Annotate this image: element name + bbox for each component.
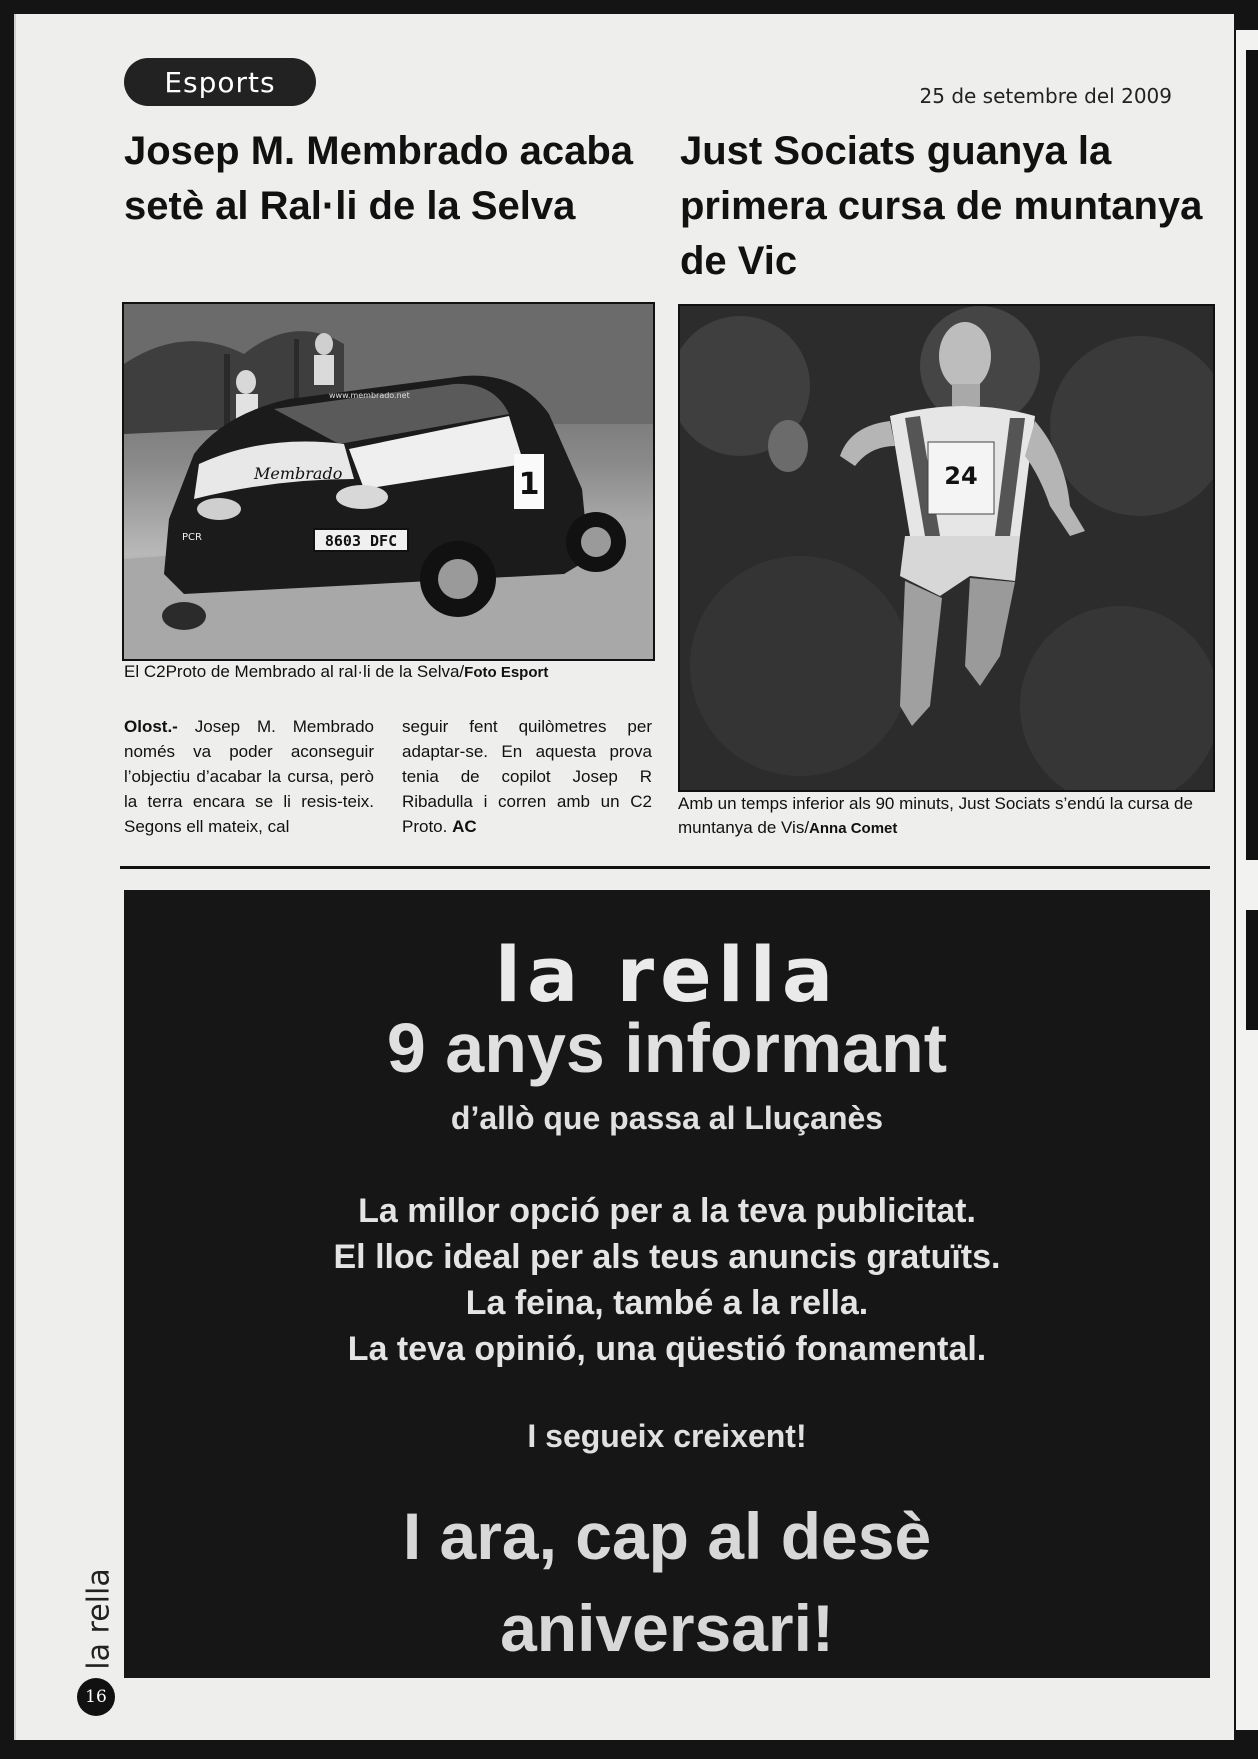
- article2-caption-text: Amb un temps inferior als 90 minuts, Just Sociats s’endú la cursa de muntanya de Vis/: [678, 794, 1193, 837]
- article1-column-2: [402, 714, 652, 839]
- article2-caption-credit: Anna Comet: [809, 820, 898, 837]
- ad-subheadline: d’allò que passa al Lluçanès: [450, 1100, 884, 1136]
- ad-closing-line-2: aniversari!: [500, 1591, 834, 1665]
- ad-growing: I segueix creixent!: [527, 1418, 807, 1454]
- runner-bib-number: 24: [944, 462, 978, 490]
- ad-closing: [124, 1490, 1210, 1674]
- car-domain-text: www.membrado.net: [329, 391, 410, 400]
- ad-logo: la rella: [494, 930, 840, 1019]
- article2-headline: Just Sociats guanya la primera cursa de muntanya de Vic: [680, 129, 1203, 283]
- section-badge: Esports: [124, 58, 316, 106]
- article2-caption: [678, 792, 1213, 841]
- runner-photo: [678, 304, 1215, 792]
- publication-name: la rella: [81, 1568, 117, 1670]
- ad-headline: 9 anys informant: [386, 1009, 948, 1087]
- article1-caption-credit: Foto Esport: [464, 664, 549, 681]
- article1-body-col2: seguir fent quilòmetres per adaptar-se. En aquesta prova tenia de copilot Josep R Ribadulla i corren amb un C2 Proto.: [402, 717, 652, 836]
- car-number: 1: [518, 467, 540, 502]
- rally-car-illustration: [124, 304, 653, 659]
- article1-headline: Josep M. Membrado acaba setè al Ral·li de la Selva: [124, 129, 634, 228]
- ad-benefit: La teva opinió, una qüestió fonamental.: [347, 1330, 987, 1368]
- adjacent-page-edge: [1236, 30, 1258, 1730]
- article1-lead: Olost.-: [124, 717, 178, 736]
- ad-benefits-list: [124, 1188, 1210, 1372]
- article1-body-col1: Josep M. Membrado només va poder aconseguir l’objectiu d’acabar la cursa, però la terra encara se li resis-teix. Segons ell mateix, cal: [124, 717, 374, 836]
- ad-benefit: La millor opció per a la teva publicitat.: [358, 1192, 976, 1230]
- newspaper-page: [14, 14, 1234, 1740]
- article1-column-1: [124, 714, 374, 839]
- issue-date: 25 de setembre del 2009: [919, 84, 1172, 108]
- ad-benefit: El lloc ideal per als teus anuncis gratuïts.: [333, 1238, 1001, 1276]
- publication-name-vertical: [72, 1569, 126, 1669]
- section-divider: [120, 866, 1210, 869]
- ad-benefit: La feina, també a la rella.: [465, 1284, 869, 1322]
- runner-illustration: [680, 306, 1213, 790]
- article1-caption: [124, 660, 654, 685]
- ad-closing-line-1: I ara, cap al desè: [402, 1499, 932, 1573]
- car-brand-text: Membrado: [254, 464, 343, 483]
- la-rella-advertisement: [124, 890, 1210, 1678]
- article1-signature: AC: [452, 817, 477, 836]
- page-number: 16: [77, 1678, 115, 1716]
- car-plate: 8603 DFC: [324, 532, 398, 550]
- rally-car-photo: [122, 302, 655, 661]
- car-sponsor-text: PCR: [182, 532, 202, 543]
- article1-caption-text: El C2Proto de Membrado al ral·li de la Selva/: [124, 662, 465, 681]
